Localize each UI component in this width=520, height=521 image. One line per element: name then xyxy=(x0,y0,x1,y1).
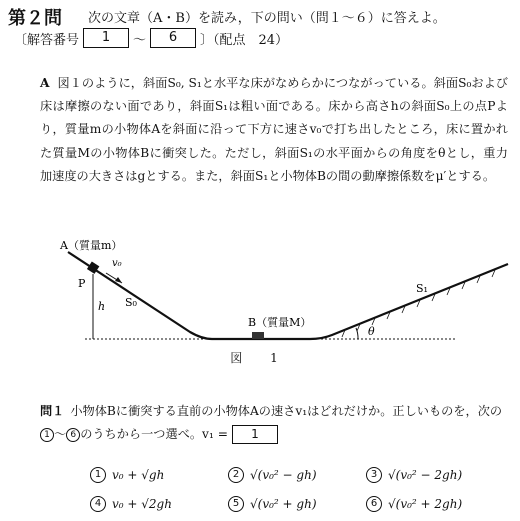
label-slope-s1: S₁ xyxy=(416,282,428,295)
option-4-number: 4 xyxy=(90,496,106,512)
question-1-answer-box: 1 xyxy=(232,425,278,444)
option-4-text: v₀ + √2gh xyxy=(112,497,172,511)
question-1-number: 問１ xyxy=(40,404,65,418)
option-1[interactable] xyxy=(90,467,164,483)
option-5-text: √(v₀² + gh) xyxy=(250,497,317,511)
option-1-text: v₀ + √gh xyxy=(112,468,165,482)
answer-to-box: 6 xyxy=(150,28,196,48)
question-1-text-a: 小物体Bに衝突する直前の小物体Aの速さv₁はどれだけか。正しいものを，次の xyxy=(70,404,503,418)
option-3-text: √(v₀² − 2gh) xyxy=(388,468,463,482)
question-1-text-b: のうちから一つ選べ。v₁ = xyxy=(80,427,228,441)
answer-label-open: 〔解答番号 xyxy=(14,32,80,48)
option-6[interactable] xyxy=(366,496,462,512)
label-theta: θ xyxy=(368,325,375,338)
option-2-number: 2 xyxy=(228,467,244,483)
option-6-number: 6 xyxy=(366,496,382,512)
choice-ref-last: 6 xyxy=(66,428,80,442)
answer-from-box: 1 xyxy=(83,28,129,48)
option-2[interactable] xyxy=(228,467,317,483)
figure-caption: 図 1 xyxy=(230,351,290,365)
answer-label-close: 〕（配点 24） xyxy=(200,32,289,48)
label-height-h: h xyxy=(98,300,106,313)
option-3-number: 3 xyxy=(366,467,382,483)
question-instruction: 次の文章（A・B）を読み，下の問い（問１～６）に答えよ。 xyxy=(88,11,446,26)
problem-mark: A xyxy=(40,76,50,90)
option-2-text: √(v₀² − gh) xyxy=(250,468,317,482)
problem-statement xyxy=(40,72,508,188)
label-v0: v₀ xyxy=(112,258,122,269)
label-object-a: A（質量m） xyxy=(60,239,123,252)
problem-text: 図１のように，斜面S₀, S₁と水平な床がなめらかにつながっている。斜面S₀および床は摩擦のない面であり，斜面S₁は粗い面である。床から高さhの斜面S₀上の点Pより，質量mの小物体Aを斜面に沿って下方に速さv₀で打ち出したところ，床に置かれた質量Mの小物体Bに衝突した。ただし，斜面S₁の水平面からの角度をθとし，重力加速度の大きさはgとする。また，斜面S₁と小物体Bの間の動摩擦係数をμ′とする。 xyxy=(40,76,508,183)
label-object-b: B（質量M） xyxy=(248,316,312,329)
question-1-tilde: ～ xyxy=(54,427,67,441)
velocity-arrow-head xyxy=(115,277,122,283)
question-title: 第２問 xyxy=(8,8,62,29)
option-5[interactable] xyxy=(228,496,317,512)
choice-ref-first: 1 xyxy=(40,428,54,442)
label-slope-s0: S₀ xyxy=(125,296,137,309)
option-1-number: 1 xyxy=(90,467,106,483)
question-1 xyxy=(40,400,508,446)
rough-surface-hatching xyxy=(342,270,495,337)
label-point-p: P xyxy=(78,277,86,290)
option-3[interactable] xyxy=(366,467,462,483)
answer-number-range xyxy=(14,28,288,48)
option-4[interactable] xyxy=(90,496,172,512)
option-5-number: 5 xyxy=(228,496,244,512)
option-6-text: √(v₀² + 2gh) xyxy=(388,497,463,511)
answer-tilde: ～ xyxy=(133,32,147,48)
object-b xyxy=(252,332,264,339)
